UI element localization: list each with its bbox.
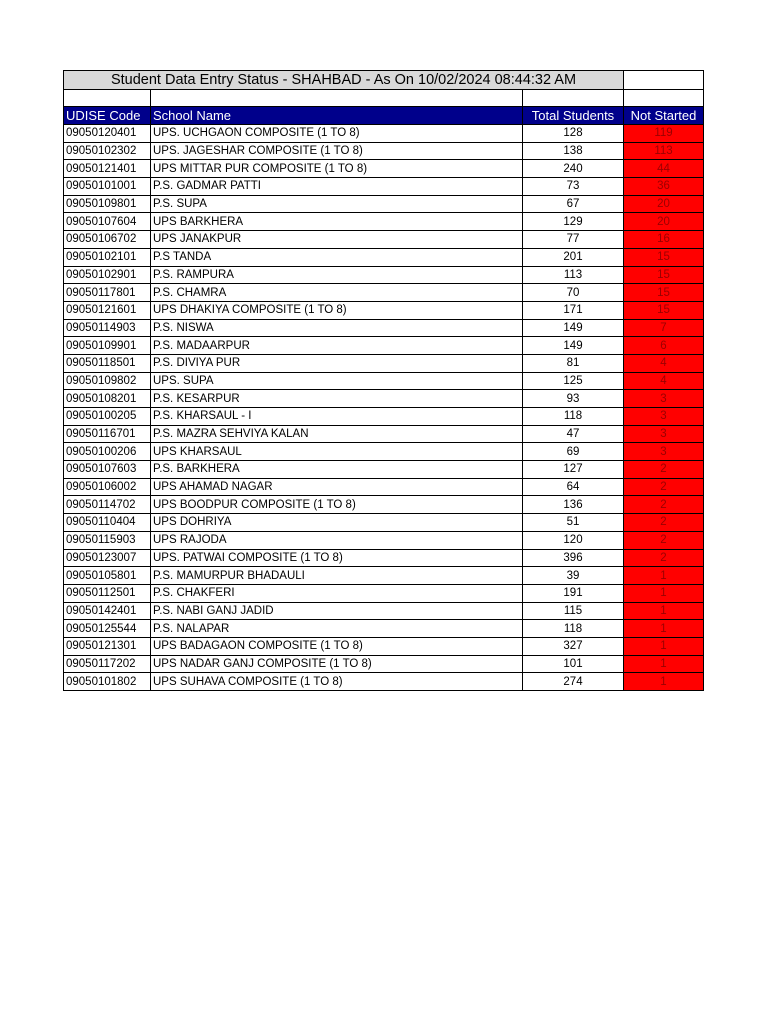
total-students-cell: 396 — [523, 549, 624, 567]
table-row — [64, 637, 704, 655]
school-name-cell: P.S. BARKHERA — [151, 461, 523, 479]
school-name-cell: UPS. PATWAI COMPOSITE (1 TO 8) — [151, 549, 523, 567]
total-students-cell: 70 — [523, 284, 624, 302]
school-name-cell: UPS. JAGESHAR COMPOSITE (1 TO 8) — [151, 142, 523, 160]
table-row — [64, 461, 704, 479]
table-row — [64, 266, 704, 284]
not-started-cell: 44 — [624, 160, 704, 178]
udise-code-cell: 09050115903 — [64, 531, 151, 549]
school-name-cell: P.S. DIVIYA PUR — [151, 354, 523, 372]
school-name-cell: UPS KHARSAUL — [151, 443, 523, 461]
total-students-cell: 47 — [523, 425, 624, 443]
table-row — [64, 248, 704, 266]
school-name-cell: UPS RAJODA — [151, 531, 523, 549]
udise-code-cell: 09050114903 — [64, 319, 151, 337]
table-row — [64, 408, 704, 426]
table-row — [64, 319, 704, 337]
table-row — [64, 213, 704, 231]
udise-code-cell: 09050109901 — [64, 337, 151, 355]
udise-code-cell: 09050125544 — [64, 620, 151, 638]
table-row — [64, 425, 704, 443]
not-started-cell: 2 — [624, 496, 704, 514]
not-started-cell: 113 — [624, 142, 704, 160]
table-row — [64, 178, 704, 196]
total-students-cell: 69 — [523, 443, 624, 461]
udise-code-cell: 09050117202 — [64, 655, 151, 673]
school-name-cell: P.S. RAMPURA — [151, 266, 523, 284]
total-students-cell: 171 — [523, 301, 624, 319]
udise-code-cell: 09050108201 — [64, 390, 151, 408]
total-students-cell: 191 — [523, 584, 624, 602]
school-name-cell: P.S. MAMURPUR BHADAULI — [151, 567, 523, 585]
not-started-cell: 15 — [624, 301, 704, 319]
udise-code-cell: 09050114702 — [64, 496, 151, 514]
school-name-cell: P.S. SUPA — [151, 195, 523, 213]
school-name-cell: P.S. NABI GANJ JADID — [151, 602, 523, 620]
not-started-cell: 1 — [624, 602, 704, 620]
udise-code-cell: 09050101802 — [64, 673, 151, 691]
udise-code-cell: 09050121601 — [64, 301, 151, 319]
not-started-cell: 16 — [624, 231, 704, 249]
school-name-cell: P.S. KHARSAUL - I — [151, 408, 523, 426]
not-started-cell: 36 — [624, 178, 704, 196]
blank-cell — [624, 90, 704, 107]
table-row — [64, 354, 704, 372]
header-row — [64, 107, 704, 125]
school-name-cell: UPS SUHAVA COMPOSITE (1 TO 8) — [151, 673, 523, 691]
blank-cell — [151, 90, 523, 107]
sheet-title: Student Data Entry Status - SHAHBAD - As On 10/02/2024 08:44:32 AM — [64, 71, 624, 90]
total-students-cell: 129 — [523, 213, 624, 231]
table-row — [64, 372, 704, 390]
udise-code-cell: 09050117801 — [64, 284, 151, 302]
school-name-cell: UPS. SUPA — [151, 372, 523, 390]
school-name-cell: UPS BOODPUR COMPOSITE (1 TO 8) — [151, 496, 523, 514]
total-students-cell: 39 — [523, 567, 624, 585]
total-students-cell: 127 — [523, 461, 624, 479]
udise-code-cell: 09050101001 — [64, 178, 151, 196]
not-started-cell: 4 — [624, 354, 704, 372]
school-name-cell: UPS AHAMAD NAGAR — [151, 478, 523, 496]
udise-code-cell: 09050107604 — [64, 213, 151, 231]
not-started-cell: 2 — [624, 514, 704, 532]
total-students-cell: 201 — [523, 248, 624, 266]
total-students-cell: 149 — [523, 319, 624, 337]
udise-code-cell: 09050109802 — [64, 372, 151, 390]
table-row — [64, 443, 704, 461]
not-started-cell: 15 — [624, 266, 704, 284]
table-row — [64, 337, 704, 355]
udise-code-cell: 09050102901 — [64, 266, 151, 284]
udise-code-cell: 09050100206 — [64, 443, 151, 461]
not-started-cell: 2 — [624, 478, 704, 496]
udise-code-cell: 09050121401 — [64, 160, 151, 178]
table-row — [64, 478, 704, 496]
total-students-cell: 64 — [523, 478, 624, 496]
table-row — [64, 620, 704, 638]
table-row — [64, 231, 704, 249]
udise-code-cell: 09050106702 — [64, 231, 151, 249]
total-students-cell: 149 — [523, 337, 624, 355]
total-students-cell: 101 — [523, 655, 624, 673]
school-name-cell: P.S. KESARPUR — [151, 390, 523, 408]
not-started-cell: 20 — [624, 213, 704, 231]
total-students-cell: 115 — [523, 602, 624, 620]
status-table — [63, 70, 704, 691]
blank-cell — [64, 90, 151, 107]
total-students-cell: 118 — [523, 620, 624, 638]
not-started-cell: 15 — [624, 248, 704, 266]
school-name-cell: P.S. CHAKFERI — [151, 584, 523, 602]
table-row — [64, 125, 704, 143]
school-name-cell: P.S. NALAPAR — [151, 620, 523, 638]
total-students-cell: 136 — [523, 496, 624, 514]
blank-row — [64, 90, 704, 107]
total-students-cell: 125 — [523, 372, 624, 390]
header-not-started: Not Started — [624, 107, 704, 125]
school-name-cell: UPS NADAR GANJ COMPOSITE (1 TO 8) — [151, 655, 523, 673]
not-started-cell: 7 — [624, 319, 704, 337]
table-row — [64, 496, 704, 514]
header-total-students: Total Students — [523, 107, 624, 125]
table-row — [64, 602, 704, 620]
udise-code-cell: 09050107603 — [64, 461, 151, 479]
not-started-cell: 15 — [624, 284, 704, 302]
not-started-cell: 2 — [624, 549, 704, 567]
total-students-cell: 93 — [523, 390, 624, 408]
title-blank-cell — [624, 71, 704, 90]
not-started-cell: 1 — [624, 567, 704, 585]
udise-code-cell: 09050142401 — [64, 602, 151, 620]
udise-code-cell: 09050102101 — [64, 248, 151, 266]
school-name-cell: UPS. UCHGAON COMPOSITE (1 TO 8) — [151, 125, 523, 143]
udise-code-cell: 09050116701 — [64, 425, 151, 443]
school-name-cell: P.S. GADMAR PATTI — [151, 178, 523, 196]
not-started-cell: 20 — [624, 195, 704, 213]
total-students-cell: 73 — [523, 178, 624, 196]
udise-code-cell: 09050106002 — [64, 478, 151, 496]
udise-code-cell: 09050105801 — [64, 567, 151, 585]
table-row — [64, 514, 704, 532]
table-row — [64, 160, 704, 178]
total-students-cell: 327 — [523, 637, 624, 655]
udise-code-cell: 09050102302 — [64, 142, 151, 160]
total-students-cell: 81 — [523, 354, 624, 372]
table-row — [64, 142, 704, 160]
not-started-cell: 3 — [624, 443, 704, 461]
udise-code-cell: 09050112501 — [64, 584, 151, 602]
header-school-name: School Name — [151, 107, 523, 125]
total-students-cell: 128 — [523, 125, 624, 143]
udise-code-cell: 09050110404 — [64, 514, 151, 532]
total-students-cell: 113 — [523, 266, 624, 284]
udise-code-cell: 09050120401 — [64, 125, 151, 143]
table-row — [64, 673, 704, 691]
total-students-cell: 51 — [523, 514, 624, 532]
udise-code-cell: 09050123007 — [64, 549, 151, 567]
not-started-cell: 1 — [624, 673, 704, 691]
total-students-cell: 77 — [523, 231, 624, 249]
not-started-cell: 2 — [624, 461, 704, 479]
school-name-cell: P.S. CHAMRA — [151, 284, 523, 302]
school-name-cell: P.S TANDA — [151, 248, 523, 266]
school-name-cell: UPS BADAGAON COMPOSITE (1 TO 8) — [151, 637, 523, 655]
title-row — [64, 71, 704, 90]
table-row — [64, 567, 704, 585]
udise-code-cell: 09050109801 — [64, 195, 151, 213]
not-started-cell: 1 — [624, 584, 704, 602]
total-students-cell: 67 — [523, 195, 624, 213]
not-started-cell: 2 — [624, 531, 704, 549]
total-students-cell: 118 — [523, 408, 624, 426]
udise-code-cell: 09050118501 — [64, 354, 151, 372]
school-name-cell: UPS DHAKIYA COMPOSITE (1 TO 8) — [151, 301, 523, 319]
table-row — [64, 584, 704, 602]
table-row — [64, 549, 704, 567]
status-sheet — [63, 70, 703, 691]
not-started-cell: 6 — [624, 337, 704, 355]
table-row — [64, 284, 704, 302]
udise-code-cell: 09050100205 — [64, 408, 151, 426]
total-students-cell: 274 — [523, 673, 624, 691]
not-started-cell: 4 — [624, 372, 704, 390]
not-started-cell: 3 — [624, 408, 704, 426]
not-started-cell: 1 — [624, 620, 704, 638]
school-name-cell: UPS DOHRIYA — [151, 514, 523, 532]
table-row — [64, 195, 704, 213]
school-name-cell: UPS BARKHERA — [151, 213, 523, 231]
not-started-cell: 3 — [624, 425, 704, 443]
table-row — [64, 531, 704, 549]
not-started-cell: 1 — [624, 637, 704, 655]
school-name-cell: UPS JANAKPUR — [151, 231, 523, 249]
total-students-cell: 120 — [523, 531, 624, 549]
total-students-cell: 240 — [523, 160, 624, 178]
not-started-cell: 1 — [624, 655, 704, 673]
table-row — [64, 390, 704, 408]
school-name-cell: P.S. NISWA — [151, 319, 523, 337]
total-students-cell: 138 — [523, 142, 624, 160]
table-row — [64, 655, 704, 673]
not-started-cell: 3 — [624, 390, 704, 408]
table-row — [64, 301, 704, 319]
blank-cell — [523, 90, 624, 107]
udise-code-cell: 09050121301 — [64, 637, 151, 655]
school-name-cell: P.S. MAZRA SEHVIYA KALAN — [151, 425, 523, 443]
school-name-cell: UPS MITTAR PUR COMPOSITE (1 TO 8) — [151, 160, 523, 178]
header-udise-code: UDISE Code — [64, 107, 151, 125]
school-name-cell: P.S. MADAARPUR — [151, 337, 523, 355]
not-started-cell: 119 — [624, 125, 704, 143]
